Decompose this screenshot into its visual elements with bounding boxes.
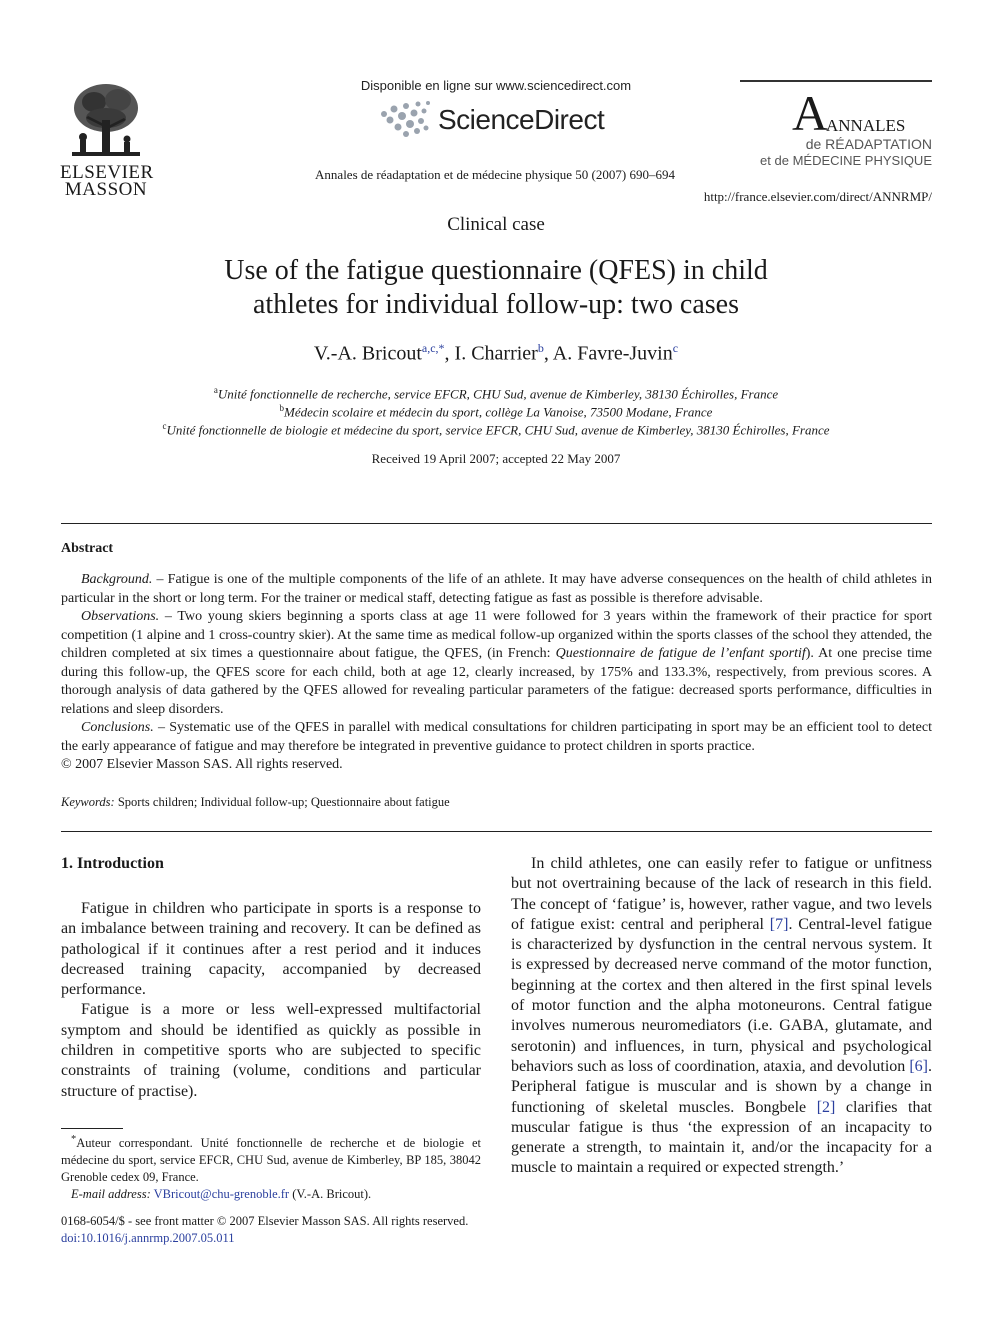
affiliation-text: Unité fonctionnelle de biologie et médecine du sport, service EFCR, CHU Sud, avenue de Kimberley, 38130 Échirolles, France [166, 422, 830, 438]
sciencedirect-dots-icon [376, 100, 436, 140]
received-dates: Received 19 April 2007; accepted 22 May 2007 [371, 451, 621, 466]
title-line-2: athletes for individual follow-up: two cases [253, 289, 739, 320]
abstract-heading: Abstract [61, 541, 114, 556]
email-label: E-mail address: [71, 1187, 151, 1202]
affiliation [40, 421, 952, 438]
abstract-text: – Systematic use of the QFES in parallel with medical consultations for children participating in sport may be an efficient tool to detect the early appearance of fatigue and may therefore be integrated in preventive guidance to protect children in sports practice. [61, 720, 932, 754]
issn-line: 0168-6054/$ - see front matter © 2007 Elsevier Masson SAS. All rights reserved. [61, 1214, 469, 1228]
footnote-email [61, 1186, 481, 1203]
divider [61, 831, 932, 832]
author-name: A. Favre-Juvin [552, 342, 673, 365]
abstract-observations [61, 608, 932, 719]
affiliation-marker: b [279, 403, 285, 413]
keywords-text: Sports children; Individual follow-up; Questionnaire about fatigue [114, 795, 450, 809]
author-name: V.-A. Bricout [313, 342, 422, 365]
affiliation [40, 385, 952, 402]
affiliation-text: Médecin scolaire et médecin du sport, collège La Vanoise, 73500 Modane, France [284, 404, 713, 420]
abstract-label: Conclusions. [81, 720, 154, 735]
footnote-body: Auteur correspondant. Unité fonctionnelle de recherche et de biologie et médecine du sport, service EFCR, CHU Sud, avenue de Kimberley, BP 185, 38042 Grenoble cedex 09, France. [61, 1136, 481, 1185]
citation-link[interactable]: [6] [909, 1057, 928, 1075]
author-separator: , [444, 342, 455, 365]
abstract-text: – Two young skiers beginning a sports class at age 11 were followed for 3 years within the framework of their practice for sport competition (1 alpine and 1 cross-country skier). At the same time as medical follow-up organized within the sports classes of the school they attended, the children completed at six times a questionnaire about fatigue, the QFES, (in French: [61, 609, 932, 661]
footnote [61, 1131, 481, 1203]
citation-link[interactable]: [2] [816, 1098, 836, 1116]
email-suffix: (V.-A. Bricout). [289, 1187, 372, 1202]
elsevier-tree-icon [66, 80, 146, 162]
abstract-background [61, 571, 932, 608]
doi-link[interactable]: doi:10.1016/j.annrmp.2007.05.011 [61, 1231, 235, 1245]
paragraph-text: clarifies that muscular fatigue is thus ‘the expression of an incapacity to generate a strength, to maintain it, and/or the incapacity for a muscle to maintain a required or expected strength.’ [511, 1098, 933, 1177]
elsevier-logo [60, 80, 152, 198]
journal-url[interactable]: http://france.elsevier.com/direct/ANNRMP/ [703, 189, 932, 204]
footnote-marker: * [71, 1134, 77, 1145]
abstract-label: Observations. [81, 609, 160, 624]
article-title [100, 254, 892, 322]
publisher-line-2: MASSON [64, 179, 148, 200]
author-sup[interactable]: b [537, 341, 544, 355]
abstract-body [61, 571, 932, 775]
sciencedirect-wordmark: ScienceDirect [438, 104, 605, 135]
journal-logo-line-b: de RÉADAPTATION [805, 136, 932, 152]
title-line-1: Use of the fatigue questionnaire (QFES) in child [224, 255, 768, 286]
keywords [61, 795, 932, 810]
body-column-left [61, 899, 481, 1102]
affiliation [40, 403, 952, 420]
paragraph-text: . Central-level fatigue is characterized by dysfunction in the central nervous system. It is expressed by decreased nerve command of the motor function, beginning at the cortex and then altered in the first spinal levels of motor function and the alpha motoneurons. Central fatigue involves numerous neuromediators (i.e. GABA, glutamate, and serotonin) and influences, in turn, physical and psychological behaviors such as loss of coordination, ataxia, and devolution [511, 915, 933, 1075]
article-type: Clinical case [447, 214, 545, 235]
journal-logo-line-c: et de MÉDECINE PHYSIQUE [760, 153, 932, 168]
paragraph-text: . Peripheral fatigue is muscular and is shown by a change in functioning of skeletal muscles. Bongbele [511, 1057, 932, 1116]
sciencedirect-logo [376, 100, 636, 140]
body-column-right [511, 854, 932, 1179]
affiliation-text: Unité fonctionnelle de recherche, service EFCR, CHU Sud, avenue de Kimberley, 38130 Échirolles, France [217, 386, 779, 402]
author-sup[interactable]: c [672, 341, 679, 355]
author-separator: , [543, 342, 553, 365]
affiliation-marker: c [162, 421, 167, 431]
journal-citation: Annales de réadaptation et de médecine physique 50 (2007) 690–694 [315, 167, 675, 182]
divider [61, 523, 932, 524]
paragraph-text: In child athletes, one can easily refer to fatigue or unfitness but not overtraining because of the lack of research in this field. The concept of ‘fatigue’ is, however, rather vague, and two levels of fatigue exist: central and peripheral [511, 855, 932, 933]
section-heading: 1. Introduction [61, 855, 164, 872]
abstract-text: – Fatigue is one of the multiple components of the life of an athlete. It may have adverse consequences on the health of child athletes in particular in the short or long term. For the trainer or medical staff, detecting fatigue as fast as possible is therefore advisable. [61, 572, 932, 606]
journal-logo [740, 80, 932, 178]
paragraph: Fatigue in children who participate in sports is a response to an imbalance between training and recovery. It can be defined as pathological if it continues after a rest period and it induces decreased training capacity, accompanied by decreased performance. [61, 900, 481, 999]
bottom-info [61, 1213, 561, 1247]
author-name: I. Charrier [454, 342, 538, 365]
abstract-copyright: © 2007 Elsevier Masson SAS. All rights reserved. [61, 757, 343, 772]
journal-logo-initial: A [792, 85, 829, 141]
publisher-name [60, 164, 152, 198]
publisher-line-1: ELSEVIER [60, 162, 154, 183]
abstract-conclusions [61, 719, 932, 756]
citation-link[interactable]: [7] [769, 915, 789, 933]
abstract-italic: Questionnaire de fatigue de l’enfant sportif [555, 646, 806, 661]
affiliation-marker: a [213, 385, 218, 395]
abstract-text: ). At one precise time during this follow-up, the QFES score for each child, both at age 12, clearly increased, by 175% and 133.3%, respectively, from previous scores. A thorough analysis of data gathered by the QFES allowed for revealing particular parameters of the fatigue: decreased sports performance, difficulties in relations and sleep disorders. [61, 646, 932, 717]
footnote-text [61, 1131, 481, 1186]
abstract-label: Background. [81, 572, 153, 587]
available-online-text: Disponible en ligne sur www.sciencedirect.com [360, 78, 632, 93]
paragraph: Fatigue is a more or less well-expressed multifactorial symptom and should be identified as quickly as possible in children in competitive sports who are subjected to specific constraints of training (volume, conditions and particular structure of practise). [61, 1001, 481, 1100]
email-link[interactable]: VBricout@chu-grenoble.fr [153, 1187, 290, 1202]
author-list [100, 341, 892, 366]
keywords-label: Keywords: [61, 795, 115, 809]
journal-logo-line-a: ANNALES [826, 116, 906, 135]
paragraph [511, 854, 932, 1179]
footnote-rule [61, 1128, 123, 1129]
author-sup[interactable]: a,c,* [421, 341, 445, 355]
